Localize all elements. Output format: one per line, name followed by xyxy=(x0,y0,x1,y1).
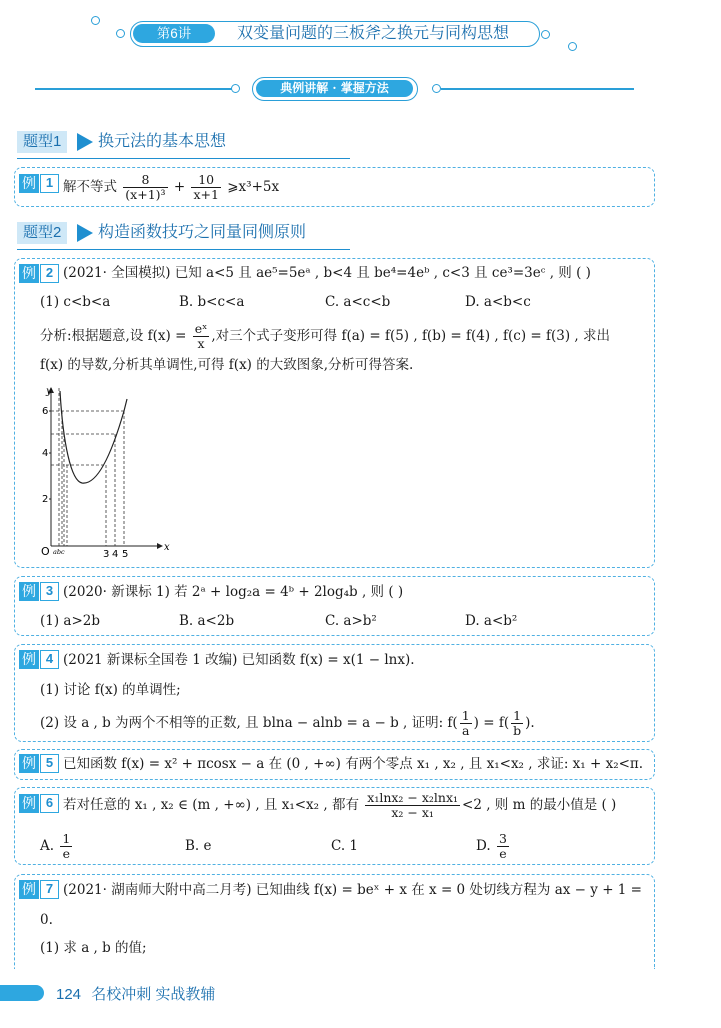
divider-right xyxy=(441,88,634,90)
example-box-2 xyxy=(14,258,655,568)
example-tag xyxy=(19,880,59,899)
option-c: C. a>b² xyxy=(325,613,377,629)
example-number: 4 xyxy=(40,650,59,669)
stem-text: ⩾x³+5x xyxy=(227,179,280,195)
fraction-numerator: 10 xyxy=(191,173,220,188)
footer xyxy=(56,983,215,1004)
stem-text: 解不等式 xyxy=(63,179,117,195)
example-word: 例 xyxy=(19,264,39,283)
question-text: ) = f( xyxy=(473,715,510,731)
example-stem xyxy=(63,788,616,822)
y-axis-label: y xyxy=(46,386,52,397)
stem-text: <2 , 则 m 的最小值是 ( ) xyxy=(462,797,617,813)
option-b: B. e xyxy=(185,838,212,854)
type-heading-2 xyxy=(17,221,350,247)
option-a: (1) c<b<a xyxy=(40,294,111,310)
fraction xyxy=(193,322,210,351)
question-text: (2) 设 a , b 为两个不相等的正数, 且 blna − alnb = a − b , 证明: f( xyxy=(40,715,458,731)
example-box-1 xyxy=(14,167,655,207)
lecture-number: 第6讲 xyxy=(133,24,215,43)
fraction-numerator: 1 xyxy=(511,709,523,724)
example-number: 5 xyxy=(40,754,59,773)
question-text: ). xyxy=(525,715,535,731)
y-tick-label: 4 xyxy=(42,448,49,459)
option-a xyxy=(40,830,74,862)
question-part-2 xyxy=(40,707,535,739)
type-label: 题型1 xyxy=(17,131,67,153)
fraction xyxy=(191,173,220,202)
decor-circle-icon xyxy=(568,42,577,51)
analysis-line-1 xyxy=(40,319,610,353)
example-number: 1 xyxy=(40,174,59,193)
example-stem: 已知函数 f(x) = x² + πcosx − a 在 (0 , +∞) 有两个零点 x₁ , x₂ , 且 x₁<x₂ , 求证: x₁ + x₂<π. xyxy=(63,756,644,772)
example-stem-continued: 0. xyxy=(40,912,53,928)
example-box-4 xyxy=(14,644,655,742)
option-c: C. a<c<b xyxy=(325,294,391,310)
fraction xyxy=(460,709,472,738)
type-title: 构造函数技巧之同量同侧原则 xyxy=(98,224,307,241)
fraction xyxy=(365,791,460,820)
lecture-banner xyxy=(130,21,540,47)
question-part-1: (1) 讨论 f(x) 的单调性; xyxy=(40,682,181,698)
example-number: 6 xyxy=(40,794,59,813)
example-tag xyxy=(19,754,59,773)
footer-bar xyxy=(0,985,44,1001)
example-number: 2 xyxy=(40,264,59,283)
example-number: 3 xyxy=(40,582,59,601)
fraction xyxy=(123,173,167,202)
option-d xyxy=(476,830,511,862)
method-title: 典例讲解 · 掌握方法 xyxy=(256,80,413,97)
page-number: 124 xyxy=(56,986,82,1003)
fraction-denominator: e xyxy=(499,846,507,861)
example-tag xyxy=(19,264,59,283)
fraction-numerator: 1 xyxy=(62,831,71,846)
fraction-denominator: x xyxy=(197,336,205,351)
curve xyxy=(60,391,127,483)
example-tag xyxy=(19,174,59,193)
option-d: D. a<b² xyxy=(465,613,518,629)
x-tick-label: 5 xyxy=(122,549,129,559)
example-stem: (2021· 湖南师大附中高二月考) 已知曲线 f(x) = beˣ + x 在 x = 0 处切线方程为 ax − y + 1 = xyxy=(63,882,642,898)
x-tick-label: 3 xyxy=(103,549,110,559)
fraction-denominator: e xyxy=(62,846,71,861)
example-word: 例 xyxy=(19,754,39,773)
fraction-numerator: 8 xyxy=(123,173,167,188)
example-word: 例 xyxy=(19,174,39,193)
y-tick-label: 6 xyxy=(42,406,49,417)
example-word: 例 xyxy=(19,880,39,899)
type-heading-1 xyxy=(17,130,350,156)
type-title: 换元法的基本思想 xyxy=(98,133,227,150)
fraction-denominator: a xyxy=(461,723,470,738)
analysis-line-2: f(x) 的导数,分析其单调性,可得 f(x) 的大致图象,分析可得答案. xyxy=(40,357,414,373)
option-b: B. a<2b xyxy=(179,613,235,629)
example-number: 7 xyxy=(40,880,59,899)
decor-circle-icon xyxy=(231,84,240,93)
stem-text: 若对任意的 x₁ , x₂ ∈ (m , +∞) , 且 x₁<x₂ , 都有 xyxy=(63,797,359,813)
fraction-denominator: (x+1)³ xyxy=(125,187,166,202)
example-word: 例 xyxy=(19,794,39,813)
fraction xyxy=(497,832,509,861)
option-b: B. b<c<a xyxy=(179,294,245,310)
example-box-6 xyxy=(14,787,655,865)
divider-left xyxy=(35,88,233,90)
function-graph xyxy=(37,383,187,559)
plus-sign: + xyxy=(173,179,186,195)
fraction xyxy=(511,709,523,738)
analysis-text: 分析:根据题意,设 f(x) = xyxy=(40,328,187,344)
example-box-3 xyxy=(14,576,655,636)
option-d: D. a<b<c xyxy=(465,294,531,310)
fraction-numerator: x₁lnx₂ − x₂lnx₁ xyxy=(367,790,459,805)
example-box-7 xyxy=(14,874,655,969)
fraction-denominator: x+1 xyxy=(193,187,219,202)
heading-underline xyxy=(17,158,350,160)
analysis-text: ,对三个式子变形可得 f(a) = f(5) , f(b) = f(4) , f(c) = f(3) , 求出 xyxy=(211,328,610,344)
fraction-denominator: b xyxy=(513,723,522,738)
arrow-right-icon xyxy=(77,224,93,242)
fraction-numerator: 1 xyxy=(461,708,470,723)
example-tag xyxy=(19,650,59,669)
fraction-numerator: eˣ xyxy=(194,321,208,336)
option-c: C. 1 xyxy=(331,838,359,854)
decor-circle-icon xyxy=(432,84,441,93)
arrow-right-icon xyxy=(77,133,93,151)
type-label: 题型2 xyxy=(17,222,67,244)
method-banner xyxy=(252,77,418,101)
example-word: 例 xyxy=(19,582,39,601)
example-stem xyxy=(63,168,279,206)
example-stem: (2021 新课标全国卷 1 改编) 已知函数 f(x) = x(1 − lnx). xyxy=(63,652,415,668)
example-word: 例 xyxy=(19,650,39,669)
fraction-numerator: 3 xyxy=(498,831,507,846)
decor-circle-icon xyxy=(91,16,100,25)
decor-circle-icon xyxy=(541,30,550,39)
y-tick-label: 2 xyxy=(42,494,49,505)
footer-title: 名校冲刺 实战教辅 xyxy=(91,986,216,1003)
heading-underline xyxy=(17,249,350,251)
origin-label: O xyxy=(41,545,50,558)
example-tag xyxy=(19,794,59,813)
option-label: A. xyxy=(40,838,55,854)
option-label: D. xyxy=(476,838,491,854)
abc-label: abc xyxy=(53,548,65,556)
example-stem: (2021· 全国模拟) 已知 a<5 且 ae⁵=5eᵃ , b<4 且 be⁴=4eᵇ , c<3 且 ce³=3eᶜ , 则 ( ) xyxy=(63,265,591,281)
x-axis-label: x xyxy=(164,542,170,553)
decor-circle-icon xyxy=(116,29,125,38)
lecture-title: 双变量问题的三板斧之换元与同构思想 xyxy=(237,25,510,42)
question-part-1: (1) 求 a , b 的值; xyxy=(40,940,147,956)
option-a: (1) a>2b xyxy=(40,613,101,629)
example-tag xyxy=(19,582,59,601)
example-box-5 xyxy=(14,749,655,780)
fraction-denominator: x₂ − x₁ xyxy=(391,805,434,820)
fraction xyxy=(60,832,72,861)
x-tick-label: 4 xyxy=(112,549,119,559)
example-stem: (2020· 新课标 1) 若 2ᵃ + log₂a = 4ᵇ + 2log₄b , 则 ( ) xyxy=(63,584,404,600)
